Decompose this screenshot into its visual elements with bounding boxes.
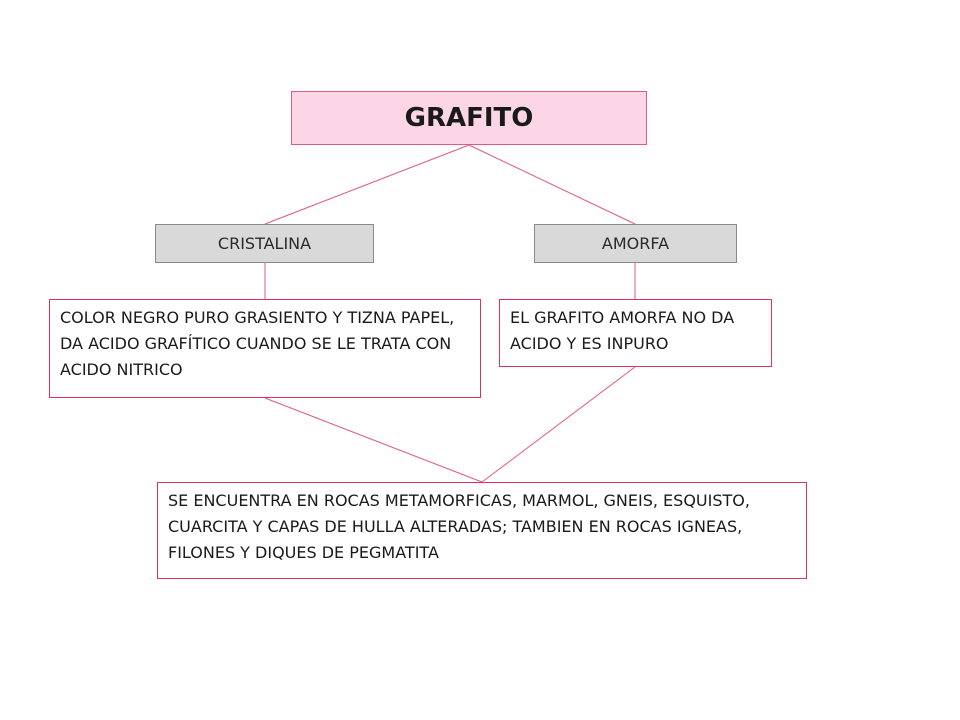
connector-title-to-cristalina [265,145,469,224]
category-cristalina [155,224,374,263]
category-amorfa [534,224,737,263]
connector-right-description-to-common [482,367,635,482]
connector-left-description-to-common [265,398,482,482]
occurrence-description: SE ENCUENTRA EN ROCAS METAMORFICAS, MARMOL, GNEIS, ESQUISTO, CUARCITA Y CAPAS DE HULLA ALTERADAS; TAMBIEN EN ROCAS IGNEAS, FILONES Y DIQUES DE PEGMATITA [157,482,807,579]
connector-title-to-amorfa [469,145,635,224]
category-amorfa-label: AMORFA [601,234,670,253]
diagram-title-text: GRAFITO [404,103,534,133]
category-cristalina-label: CRISTALINA [217,234,312,253]
cristalina-description: COLOR NEGRO PURO GRASIENTO Y TIZNA PAPEL, DA ACIDO GRAFÍTICO CUANDO SE LE TRATA CON ACIDO NITRICO [49,299,481,398]
diagram-title [291,91,647,145]
amorfa-description: EL GRAFITO AMORFA NO DA ACIDO Y ES INPURO [499,299,772,367]
